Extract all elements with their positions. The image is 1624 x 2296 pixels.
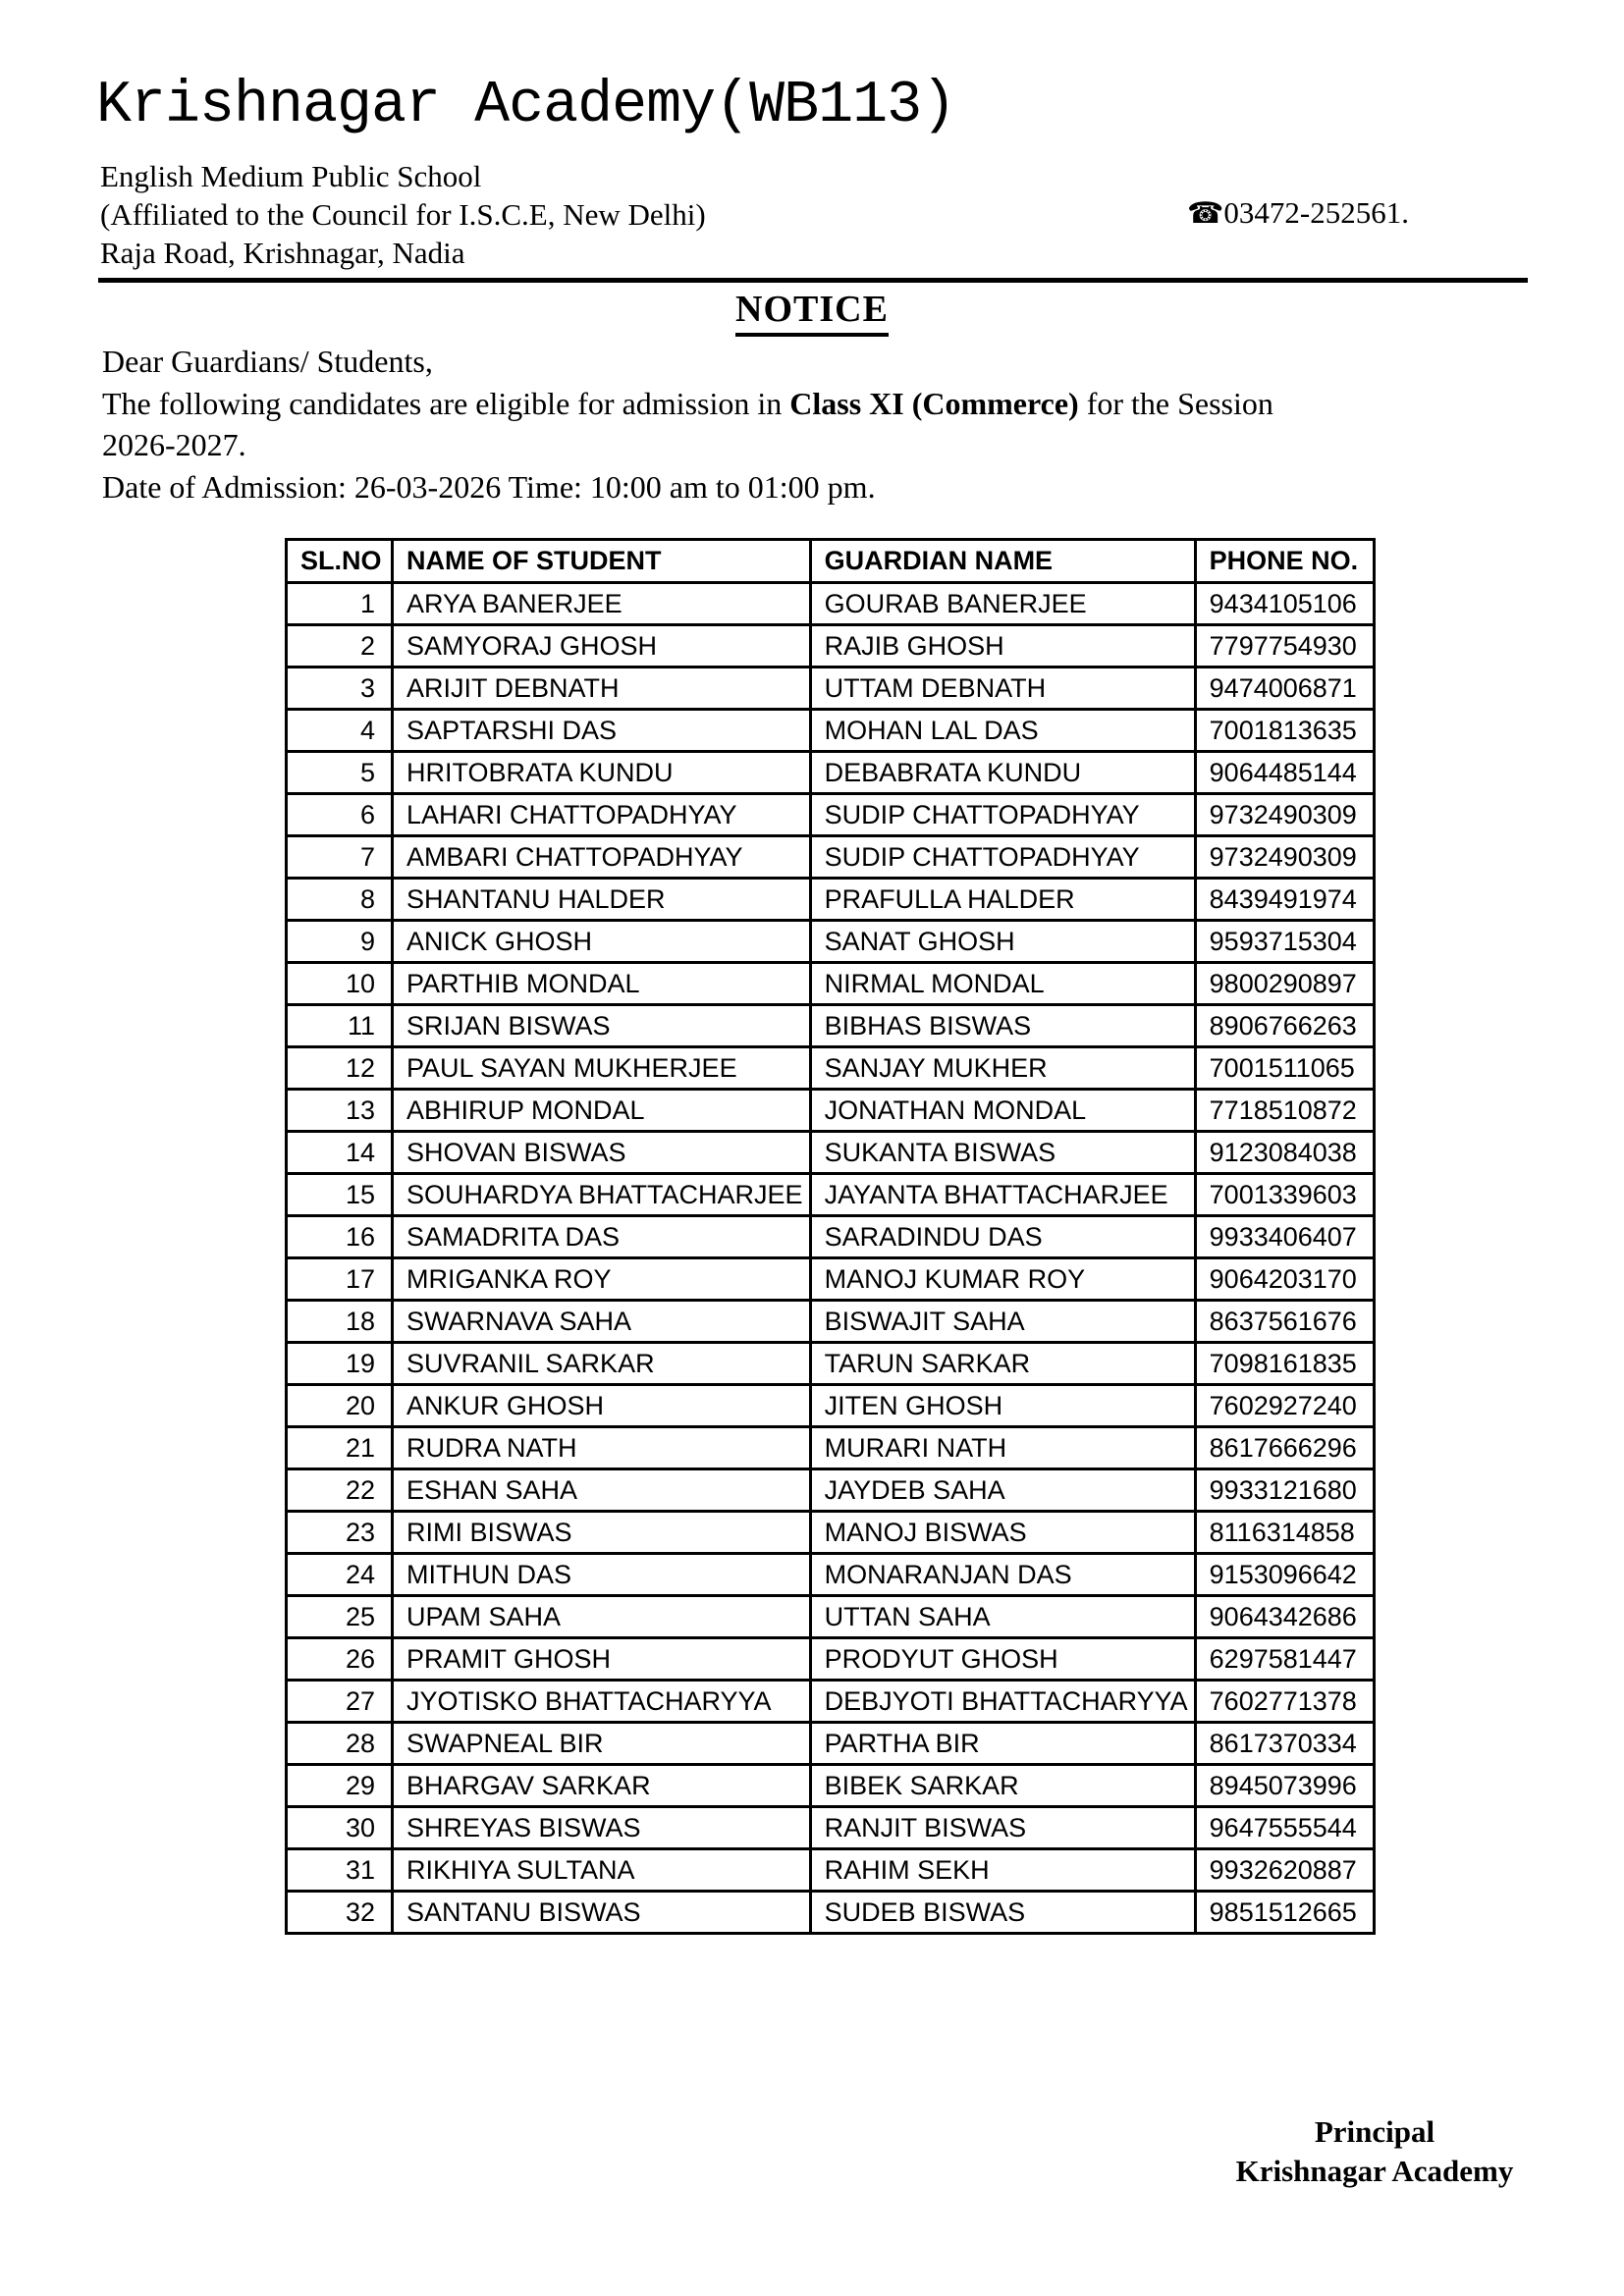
table-header-row xyxy=(287,540,1375,583)
guardian-name-cell: PARTHA BIR xyxy=(810,1723,1195,1765)
table-row xyxy=(287,921,1375,963)
student-name-cell: ARIJIT DEBNATH xyxy=(393,667,811,710)
phone-cell: 7001339603 xyxy=(1195,1174,1374,1216)
sl-no-cell: 29 xyxy=(287,1765,393,1807)
guardian-name-cell: JAYDEB SAHA xyxy=(810,1469,1195,1512)
phone-cell: 8439491974 xyxy=(1195,879,1374,921)
guardian-name-cell: BIBEK SARKAR xyxy=(810,1765,1195,1807)
guardian-name-cell: MOHAN LAL DAS xyxy=(810,710,1195,752)
guardian-name-cell: RAHIM SEKH xyxy=(810,1849,1195,1892)
col-header-guardian-name: GUARDIAN NAME xyxy=(810,540,1195,583)
student-name-cell: RUDRA NATH xyxy=(393,1427,811,1469)
student-name-cell: BHARGAV SARKAR xyxy=(393,1765,811,1807)
affiliation-line: (Affiliated to the Council for I.S.C.E, New Delhi) xyxy=(100,197,706,232)
guardian-name-cell: JAYANTA BHATTACHARJEE xyxy=(810,1174,1195,1216)
guardian-name-cell: JONATHAN MONDAL xyxy=(810,1090,1195,1132)
phone-cell: 9800290897 xyxy=(1195,963,1374,1005)
phone-cell: 8637561676 xyxy=(1195,1301,1374,1343)
col-header-student-name: NAME OF STUDENT xyxy=(393,540,811,583)
header-divider xyxy=(98,278,1528,283)
table-row xyxy=(287,836,1375,879)
phone-cell: 9064203170 xyxy=(1195,1258,1374,1301)
table-row xyxy=(287,1090,1375,1132)
letterhead xyxy=(100,157,706,272)
sl-no-cell: 31 xyxy=(287,1849,393,1892)
student-name-cell: RIMI BISWAS xyxy=(393,1512,811,1554)
guardian-name-cell: MONARANJAN DAS xyxy=(810,1554,1195,1596)
guardian-name-cell: MURARI NATH xyxy=(810,1427,1195,1469)
phone-cell: 8906766263 xyxy=(1195,1005,1374,1047)
phone-cell: 7797754930 xyxy=(1195,625,1374,667)
table-row xyxy=(287,710,1375,752)
table-row xyxy=(287,1512,1375,1554)
phone-cell: 8116314858 xyxy=(1195,1512,1374,1554)
admission-table-body xyxy=(287,583,1375,1934)
guardian-name-cell: PRODYUT GHOSH xyxy=(810,1638,1195,1681)
eligibility-line xyxy=(102,383,1536,425)
phone-cell: 9732490309 xyxy=(1195,794,1374,836)
guardian-name-cell: DEBJYOTI BHATTACHARYYA xyxy=(810,1681,1195,1723)
table-row xyxy=(287,1723,1375,1765)
guardian-name-cell: RAJIB GHOSH xyxy=(810,625,1195,667)
sl-no-cell: 9 xyxy=(287,921,393,963)
sl-no-cell: 11 xyxy=(287,1005,393,1047)
table-row xyxy=(287,1638,1375,1681)
col-header-slno: SL.NO xyxy=(287,540,393,583)
phone-cell: 9647555544 xyxy=(1195,1807,1374,1849)
phone-cell: 9153096642 xyxy=(1195,1554,1374,1596)
table-row xyxy=(287,1596,1375,1638)
table-row xyxy=(287,879,1375,921)
sl-no-cell: 10 xyxy=(287,963,393,1005)
guardian-name-cell: DEBABRATA KUNDU xyxy=(810,752,1195,794)
table-row xyxy=(287,1849,1375,1892)
phone-cell: 7001511065 xyxy=(1195,1047,1374,1090)
guardian-name-cell: BISWAJIT SAHA xyxy=(810,1301,1195,1343)
table-row xyxy=(287,1892,1375,1934)
guardian-name-cell: MANOJ BISWAS xyxy=(810,1512,1195,1554)
table-row xyxy=(287,1469,1375,1512)
table-row xyxy=(287,1554,1375,1596)
school-name: Krishnagar Academy(WB113) xyxy=(96,73,956,139)
notice-body xyxy=(102,341,1536,507)
guardian-name-cell: UTTAM DEBNATH xyxy=(810,667,1195,710)
sl-no-cell: 5 xyxy=(287,752,393,794)
student-name-cell: SAMYORAJ GHOSH xyxy=(393,625,811,667)
sl-no-cell: 20 xyxy=(287,1385,393,1427)
sl-no-cell: 32 xyxy=(287,1892,393,1934)
sl-no-cell: 14 xyxy=(287,1132,393,1174)
table-row xyxy=(287,625,1375,667)
guardian-name-cell: BIBHAS BISWAS xyxy=(810,1005,1195,1047)
table-row xyxy=(287,1216,1375,1258)
sl-no-cell: 22 xyxy=(287,1469,393,1512)
sl-no-cell: 18 xyxy=(287,1301,393,1343)
student-name-cell: AMBARI CHATTOPADHYAY xyxy=(393,836,811,879)
sl-no-cell: 7 xyxy=(287,836,393,879)
guardian-name-cell: SUDIP CHATTOPADHYAY xyxy=(810,836,1195,879)
student-name-cell: MITHUN DAS xyxy=(393,1554,811,1596)
student-name-cell: PARTHIB MONDAL xyxy=(393,963,811,1005)
student-name-cell: RIKHIYA SULTANA xyxy=(393,1849,811,1892)
student-name-cell: SHOVAN BISWAS xyxy=(393,1132,811,1174)
student-name-cell: SUVRANIL SARKAR xyxy=(393,1343,811,1385)
table-row xyxy=(287,1765,1375,1807)
guardian-name-cell: SUDIP CHATTOPADHYAY xyxy=(810,794,1195,836)
phone-cell: 9123084038 xyxy=(1195,1132,1374,1174)
guardian-name-cell: UTTAN SAHA xyxy=(810,1596,1195,1638)
admission-date-line: Date of Admission: 26-03-2026 Time: 10:00 am to 01:00 pm. xyxy=(102,468,876,505)
phone-cell: 6297581447 xyxy=(1195,1638,1374,1681)
class-stream-bold: Class XI (Commerce) xyxy=(789,385,1079,421)
sl-no-cell: 12 xyxy=(287,1047,393,1090)
student-name-cell: SWAPNEAL BIR xyxy=(393,1723,811,1765)
guardian-name-cell: SARADINDU DAS xyxy=(810,1216,1195,1258)
guardian-name-cell: SUDEB BISWAS xyxy=(810,1892,1195,1934)
sl-no-cell: 2 xyxy=(287,625,393,667)
student-name-cell: SAMADRITA DAS xyxy=(393,1216,811,1258)
table-row xyxy=(287,1427,1375,1469)
sl-no-cell: 3 xyxy=(287,667,393,710)
student-name-cell: SWARNAVA SAHA xyxy=(393,1301,811,1343)
sl-no-cell: 16 xyxy=(287,1216,393,1258)
sl-no-cell: 8 xyxy=(287,879,393,921)
sl-no-cell: 1 xyxy=(287,583,393,625)
table-row xyxy=(287,1047,1375,1090)
signatory-org: Krishnagar Academy xyxy=(1235,2154,1514,2188)
phone-cell: 9474006871 xyxy=(1195,667,1374,710)
guardian-name-cell: RANJIT BISWAS xyxy=(810,1807,1195,1849)
notice-heading: NOTICE xyxy=(735,288,889,337)
sl-no-cell: 26 xyxy=(287,1638,393,1681)
student-name-cell: PRAMIT GHOSH xyxy=(393,1638,811,1681)
admission-table xyxy=(285,538,1376,1935)
student-name-cell: SANTANU BISWAS xyxy=(393,1892,811,1934)
phone-number: 03472-252561. xyxy=(1223,195,1409,230)
phone-cell: 7098161835 xyxy=(1195,1343,1374,1385)
phone-cell: 7718510872 xyxy=(1195,1090,1374,1132)
school-type: English Medium Public School xyxy=(100,159,482,193)
student-name-cell: SAPTARSHI DAS xyxy=(393,710,811,752)
table-row xyxy=(287,667,1375,710)
student-name-cell: MRIGANKA ROY xyxy=(393,1258,811,1301)
signature-block xyxy=(1218,2112,1532,2191)
student-name-cell: ARYA BANERJEE xyxy=(393,583,811,625)
guardian-name-cell: MANOJ KUMAR ROY xyxy=(810,1258,1195,1301)
signatory-title: Principal xyxy=(1314,2114,1435,2149)
phone-cell: 7602771378 xyxy=(1195,1681,1374,1723)
sl-no-cell: 17 xyxy=(287,1258,393,1301)
eligibility-text-prefix: The following candidates are eligible for admission in xyxy=(102,385,790,421)
sl-no-cell: 25 xyxy=(287,1596,393,1638)
phone-cell: 9932620887 xyxy=(1195,1849,1374,1892)
col-header-phone: PHONE NO. xyxy=(1195,540,1374,583)
session-line: 2026-2027. xyxy=(102,427,246,462)
phone-cell: 9064342686 xyxy=(1195,1596,1374,1638)
sl-no-cell: 15 xyxy=(287,1174,393,1216)
student-name-cell: ANKUR GHOSH xyxy=(393,1385,811,1427)
phone-cell: 9851512665 xyxy=(1195,1892,1374,1934)
table-row xyxy=(287,1343,1375,1385)
student-name-cell: ANICK GHOSH xyxy=(393,921,811,963)
sl-no-cell: 30 xyxy=(287,1807,393,1849)
phone-cell: 9434105106 xyxy=(1195,583,1374,625)
phone-line xyxy=(1187,193,1409,233)
student-name-cell: LAHARI CHATTOPADHYAY xyxy=(393,794,811,836)
student-name-cell: UPAM SAHA xyxy=(393,1596,811,1638)
guardian-name-cell: TARUN SARKAR xyxy=(810,1343,1195,1385)
table-row xyxy=(287,1174,1375,1216)
sl-no-cell: 6 xyxy=(287,794,393,836)
table-row xyxy=(287,583,1375,625)
table-row xyxy=(287,1681,1375,1723)
phone-cell: 9732490309 xyxy=(1195,836,1374,879)
phone-cell: 9593715304 xyxy=(1195,921,1374,963)
guardian-name-cell: PRAFULLA HALDER xyxy=(810,879,1195,921)
sl-no-cell: 23 xyxy=(287,1512,393,1554)
table-row xyxy=(287,794,1375,836)
student-name-cell: ABHIRUP MONDAL xyxy=(393,1090,811,1132)
table-row xyxy=(287,1132,1375,1174)
table-row xyxy=(287,1807,1375,1849)
salutation: Dear Guardians/ Students, xyxy=(102,344,433,379)
student-name-cell: ESHAN SAHA xyxy=(393,1469,811,1512)
student-name-cell: SHANTANU HALDER xyxy=(393,879,811,921)
guardian-name-cell: GOURAB BANERJEE xyxy=(810,583,1195,625)
notice-heading-wrap xyxy=(0,288,1624,337)
table-row xyxy=(287,1301,1375,1343)
address-line: Raja Road, Krishnagar, Nadia xyxy=(100,236,465,270)
phone-cell: 7602927240 xyxy=(1195,1385,1374,1427)
phone-cell: 8617370334 xyxy=(1195,1723,1374,1765)
telephone-icon: ☎ xyxy=(1187,196,1224,231)
phone-cell: 7001813635 xyxy=(1195,710,1374,752)
student-name-cell: SRIJAN BISWAS xyxy=(393,1005,811,1047)
sl-no-cell: 28 xyxy=(287,1723,393,1765)
sl-no-cell: 21 xyxy=(287,1427,393,1469)
phone-cell: 9933121680 xyxy=(1195,1469,1374,1512)
table-row xyxy=(287,1258,1375,1301)
phone-cell: 9064485144 xyxy=(1195,752,1374,794)
phone-cell: 9933406407 xyxy=(1195,1216,1374,1258)
guardian-name-cell: JITEN GHOSH xyxy=(810,1385,1195,1427)
guardian-name-cell: SANJAY MUKHER xyxy=(810,1047,1195,1090)
student-name-cell: JYOTISKO BHATTACHARYYA xyxy=(393,1681,811,1723)
student-name-cell: SOUHARDYA BHATTACHARJEE xyxy=(393,1174,811,1216)
student-name-cell: HRITOBRATA KUNDU xyxy=(393,752,811,794)
phone-cell: 8617666296 xyxy=(1195,1427,1374,1469)
table-row xyxy=(287,752,1375,794)
sl-no-cell: 4 xyxy=(287,710,393,752)
table-row xyxy=(287,963,1375,1005)
eligibility-text-suffix: for the Session xyxy=(1078,385,1273,421)
guardian-name-cell: SANAT GHOSH xyxy=(810,921,1195,963)
student-name-cell: SHREYAS BISWAS xyxy=(393,1807,811,1849)
sl-no-cell: 27 xyxy=(287,1681,393,1723)
table-row xyxy=(287,1005,1375,1047)
sl-no-cell: 19 xyxy=(287,1343,393,1385)
sl-no-cell: 13 xyxy=(287,1090,393,1132)
sl-no-cell: 24 xyxy=(287,1554,393,1596)
student-name-cell: PAUL SAYAN MUKHERJEE xyxy=(393,1047,811,1090)
phone-cell: 8945073996 xyxy=(1195,1765,1374,1807)
guardian-name-cell: SUKANTA BISWAS xyxy=(810,1132,1195,1174)
guardian-name-cell: NIRMAL MONDAL xyxy=(810,963,1195,1005)
table-row xyxy=(287,1385,1375,1427)
